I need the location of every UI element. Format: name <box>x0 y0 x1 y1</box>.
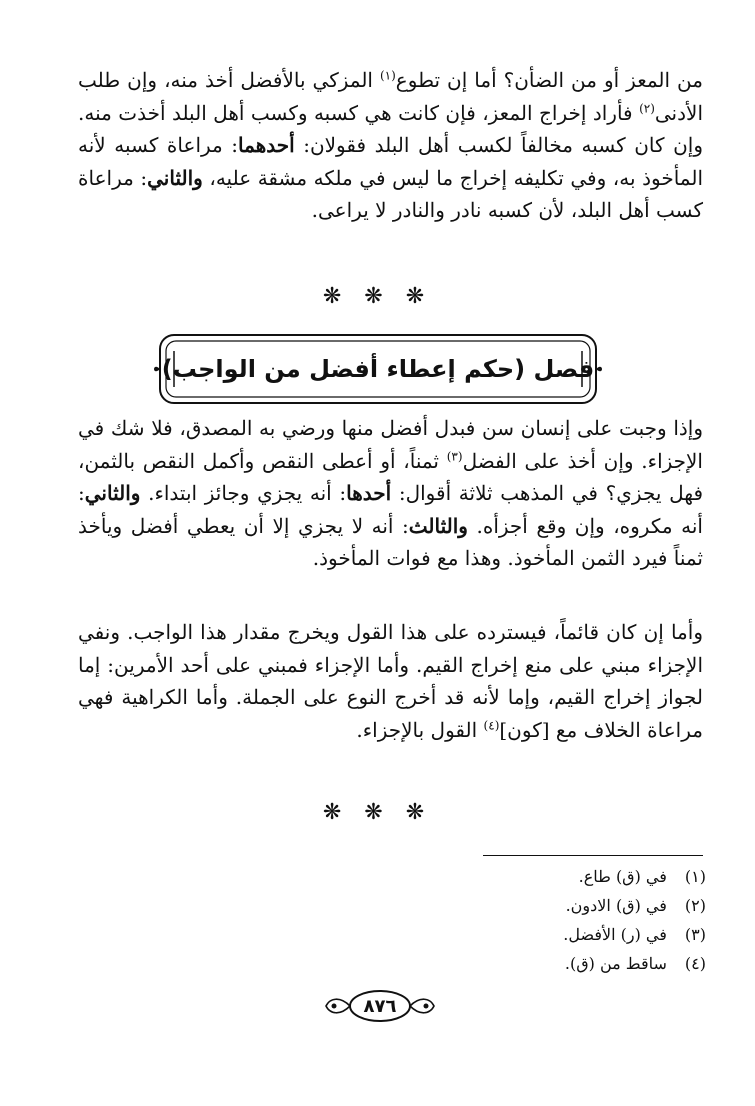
text-run: وإذا وجبت على إنسان سن فبدل أفضل منها ورضي به المصدق، فلا شك في الإجزاء. وإن أخذ على الفضل <box>78 416 703 473</box>
paragraph-1-text <box>78 64 703 227</box>
paragraph-2 <box>78 412 703 575</box>
footnote-divider <box>483 855 703 856</box>
paragraph-2-text <box>78 412 703 575</box>
paragraph-1 <box>78 64 703 227</box>
footnote-number: (٤) <box>684 954 706 973</box>
page-number-ornament <box>320 984 440 1028</box>
text-run: وأما إن كان قائماً، فيسترده على هذا القول ويخرج مقدار هذا الواجب. ونفي الإجزاء مبني على منع إخراج القيم. وأما الإجزاء فمبني على أحد الأمرين: إما لجواز إخراج القيم، وإما لأنه قد أخرج النوع على الجملة. وأما الكراهية فهي مراعاة الخلاف مع [كون] <box>78 620 703 742</box>
text-run: : مراعاة كسب أهل البلد، لأن كسبه نادر والنادر لا يراعى. <box>78 165 703 222</box>
text-run: : مراعاة كسبه لأنه المأخوذ به، وفي تكليفه إخراج ما ليس في ملكه مشقة عليه، <box>78 133 704 190</box>
bold-term: والثالث <box>408 513 468 538</box>
footnote-text: ساقط من (ق). <box>564 954 667 973</box>
text-run: القول بالإجزاء. <box>356 717 484 742</box>
bold-term: والثاني <box>84 481 141 505</box>
footnote-number: (١) <box>684 867 706 886</box>
text-run: : أنه مكروه، وإن وقع أجزأه. <box>78 481 703 538</box>
paragraph-3-text <box>78 616 703 746</box>
footnote-ref-1: (١) <box>379 68 396 83</box>
footnote-3 <box>300 920 706 949</box>
footnote-ref-3: (٣) <box>446 448 463 463</box>
footnote-1 <box>300 862 706 891</box>
text-run: فأراد إخراج المعز، فإن كانت هي كسبه وكسب أهل البلد أخذت منه. وإن كان كسبه مخالفاً لكسب أهل البلد فقولان: <box>78 100 703 157</box>
footnote-4 <box>300 949 706 978</box>
footnotes <box>300 862 706 978</box>
footnote-number: (٣) <box>684 925 706 944</box>
bold-term: أحدهما <box>238 133 295 157</box>
footnote-number: (٢) <box>684 896 706 915</box>
text-run: ثمناً، أو أعطى النقص وأكمل النقص بالثمن، فهل يجزي؟ في المذهب ثلاثة أقوال: <box>78 448 704 505</box>
text-run: المزكي بالأفضل أخذ منه، وإن طلب الأدنى <box>78 68 703 125</box>
bold-term: أحدها <box>346 481 392 505</box>
bold-term: والثاني <box>147 165 203 190</box>
footnote-ref-4: (٤) <box>483 717 500 732</box>
footnote-text: في (ر) الأفضل. <box>563 925 667 944</box>
section-heading: فصل (حكم إعطاء أفضل من الواجب) <box>161 355 595 383</box>
paragraph-3 <box>78 616 703 746</box>
text-run: : أنه يجزي وجائز ابتداء. <box>140 481 347 505</box>
footnote-text: في (ق) طاع. <box>578 867 667 886</box>
footnote-2 <box>300 891 706 920</box>
text-run: : أنه لا يجزي إلا أن يعطي أفضل ويأخذ ثمناً فيرد الثمن المأخوذ. وهذا مع فوات المأخوذ. <box>78 513 703 570</box>
section-heading-frame <box>152 331 604 407</box>
footnote-text: في (ق) الادون. <box>565 896 667 915</box>
section-separator: ❋ ❋ ❋ <box>322 800 433 825</box>
text-run: من المعز أو من الضأن؟ أما إن تطوع <box>395 68 703 92</box>
page-number: ٨٧٦ <box>363 995 397 1017</box>
section-separator: ❋ ❋ ❋ <box>322 284 433 309</box>
footnote-ref-2: (٢) <box>639 100 655 115</box>
